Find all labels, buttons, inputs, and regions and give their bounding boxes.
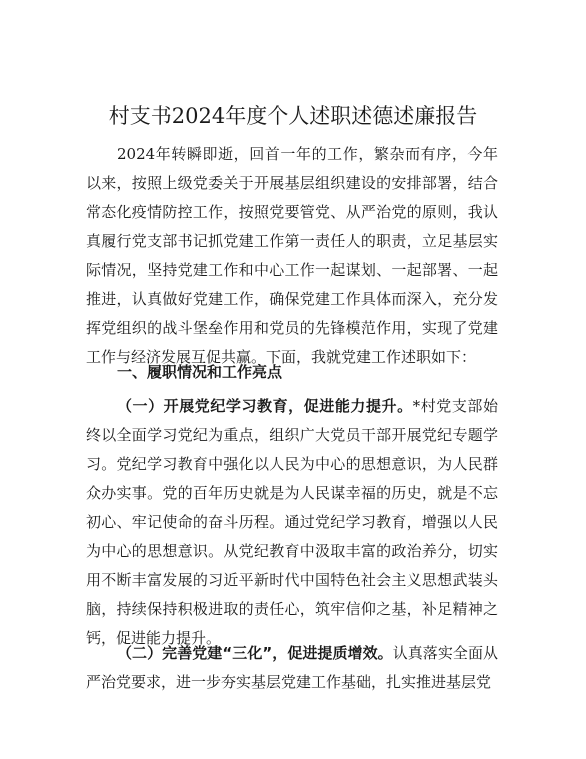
paragraph-2-lead: （二）完善党建“三化”，促进提质增效。 [117, 644, 393, 662]
paragraph-1-body: *村党支部始终以全面学习党纪为重点，组织广大党员干部开展党纪专题学习。党纪学习教育中强化以人民为中心的思想意识，为人民群众办实事。党的百年历史就是为人民谋幸福的历史，就是不忘初心、牢记使命的奋斗历程。通过党纪学习教育，增强以人民为中心的思想意识。从党纪教育中汲取丰富的政治养分，切实用不断丰富发展的习近平新时代中国特色社会主义思想武装头脑，持续保持积极进取的责任心，筑牢信仰之基，补足精神之钙，促进能力提升。 [86, 397, 498, 647]
section-heading: 一、履职情况和工作亮点 [117, 363, 283, 381]
paragraph-1 [86, 392, 498, 653]
document-title: 村支书2024年度个人述职述德述廉报告 [108, 104, 478, 128]
intro-paragraph: 2024年转瞬即逝，回首一年的工作，繁杂而有序，今年以来，按照上级党委关于开展基层组织建设的安排部署，结合常态化疫情防控工作，按照党要管党、从严治党的原则，我认真履行党支部书记抓党建工作第一责任人的职责，立足基层实际情况，坚持党建工作和中心工作一起谋划、一起部署、一起推进，认真做好党建工作，确保党建工作具体而深入，充分发挥党组织的战斗堡垒作用和党员的先锋模范作用，实现了党建工作与经济发展互促共赢。下面，我就党建工作述职如下： [86, 145, 498, 366]
paragraph-1-lead: （一）开展党纪学习教育，促进能力提升。 [117, 397, 413, 415]
paragraph-2-body: 认真落实全面从严治党要求，进一步夯实基层党建工作基础，扎实推进基层党 [86, 644, 498, 691]
paragraph-2 [86, 639, 498, 697]
